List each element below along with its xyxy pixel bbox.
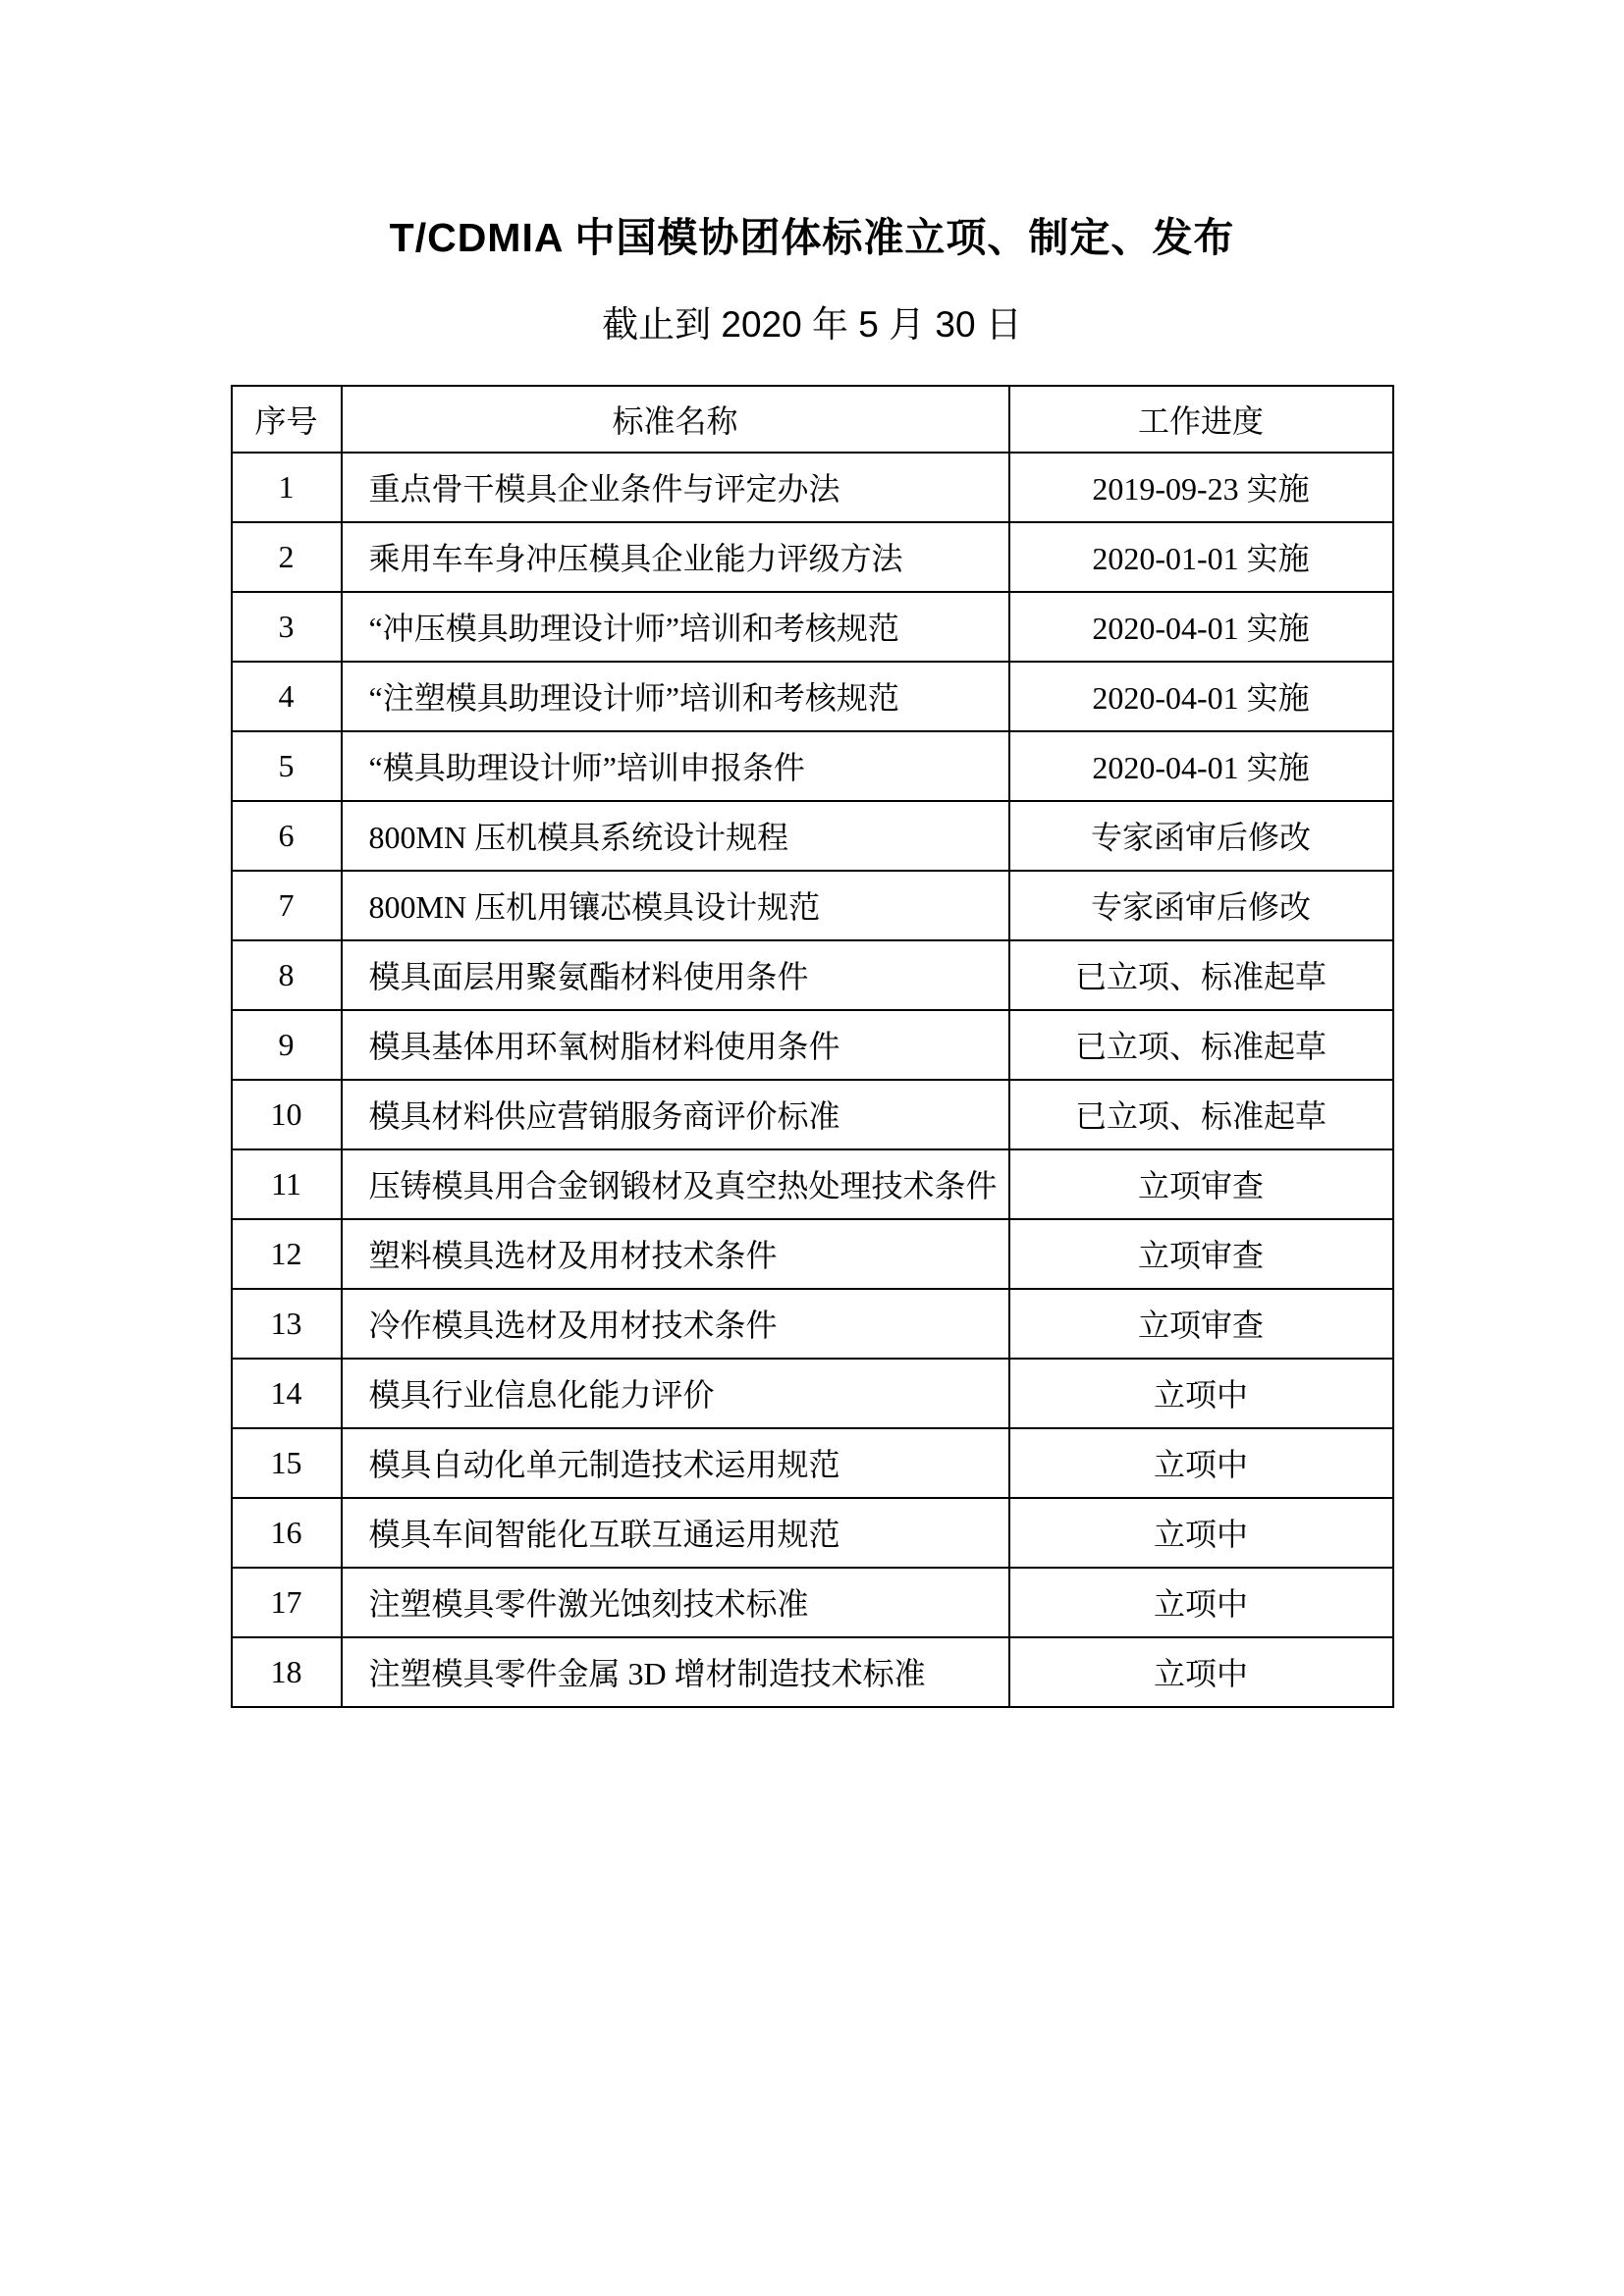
standard-name: 乘用车车身冲压模具企业能力评级方法 (342, 522, 1009, 592)
standard-name: 注塑模具零件激光蚀刻技术标准 (342, 1568, 1009, 1637)
table-row (232, 1568, 1393, 1637)
row-number: 12 (232, 1219, 342, 1289)
standard-name: 塑料模具选材及用材技术条件 (342, 1219, 1009, 1289)
standard-name: 800MN 压机用镶芯模具设计规范 (342, 871, 1009, 940)
row-number: 14 (232, 1359, 342, 1428)
table-row (232, 662, 1393, 731)
row-number: 4 (232, 662, 342, 731)
work-progress: 2020-04-01 实施 (1009, 731, 1393, 801)
standard-name: 模具基体用环氧树脂材料使用条件 (342, 1010, 1009, 1080)
row-number: 11 (232, 1149, 342, 1219)
table-row (232, 1637, 1393, 1707)
row-number: 13 (232, 1289, 342, 1359)
standard-name: 模具自动化单元制造技术运用规范 (342, 1428, 1009, 1498)
row-number: 5 (232, 731, 342, 801)
standard-name: “冲压模具助理设计师”培训和考核规范 (342, 592, 1009, 662)
work-progress: 立项审查 (1009, 1149, 1393, 1219)
table-row (232, 1080, 1393, 1149)
standard-name: 冷作模具选材及用材技术条件 (342, 1289, 1009, 1359)
table-row (232, 1010, 1393, 1080)
table-row (232, 731, 1393, 801)
row-number: 6 (232, 801, 342, 871)
table-row (232, 801, 1393, 871)
row-number: 16 (232, 1498, 342, 1568)
page-title: T/CDMIA 中国模协团体标准立项、制定、发布 (389, 215, 1235, 260)
work-progress: 专家函审后修改 (1009, 871, 1393, 940)
row-number: 7 (232, 871, 342, 940)
row-number: 17 (232, 1568, 342, 1637)
work-progress: 2020-04-01 实施 (1009, 592, 1393, 662)
standard-name: 模具面层用聚氨酯材料使用条件 (342, 940, 1009, 1010)
row-number: 18 (232, 1637, 342, 1707)
work-progress: 立项中 (1009, 1359, 1393, 1428)
work-progress: 2020-04-01 实施 (1009, 662, 1393, 731)
standard-name: 重点骨干模具企业条件与评定办法 (342, 453, 1009, 522)
header-standard-name: 标准名称 (342, 386, 1009, 453)
work-progress: 2019-09-23 实施 (1009, 453, 1393, 522)
header-work-progress: 工作进度 (1009, 386, 1393, 453)
work-progress: 已立项、标准起草 (1009, 1010, 1393, 1080)
row-number: 3 (232, 592, 342, 662)
work-progress: 已立项、标准起草 (1009, 1080, 1393, 1149)
work-progress: 立项审查 (1009, 1289, 1393, 1359)
table-row (232, 1219, 1393, 1289)
table-row (232, 1149, 1393, 1219)
standard-name: 800MN 压机模具系统设计规程 (342, 801, 1009, 871)
work-progress: 立项中 (1009, 1428, 1393, 1498)
table-row (232, 453, 1393, 522)
table-header-row (232, 386, 1393, 453)
row-number: 9 (232, 1010, 342, 1080)
row-number: 10 (232, 1080, 342, 1149)
work-progress: 专家函审后修改 (1009, 801, 1393, 871)
row-number: 8 (232, 940, 342, 1010)
standards-table (231, 385, 1394, 1708)
header-serial-number: 序号 (232, 386, 342, 453)
standard-name: 模具行业信息化能力评价 (342, 1359, 1009, 1428)
standard-name: 模具材料供应营销服务商评价标准 (342, 1080, 1009, 1149)
work-progress: 立项审查 (1009, 1219, 1393, 1289)
row-number: 1 (232, 453, 342, 522)
table-row (232, 1428, 1393, 1498)
standard-name: “注塑模具助理设计师”培训和考核规范 (342, 662, 1009, 731)
work-progress: 立项中 (1009, 1498, 1393, 1568)
work-progress: 已立项、标准起草 (1009, 940, 1393, 1010)
work-progress: 立项中 (1009, 1568, 1393, 1637)
table-row (232, 1289, 1393, 1359)
table-row (232, 940, 1393, 1010)
table-row (232, 592, 1393, 662)
standard-name: 压铸模具用合金钢锻材及真空热处理技术条件 (342, 1149, 1009, 1219)
standard-name: 注塑模具零件金属 3D 增材制造技术标准 (342, 1637, 1009, 1707)
work-progress: 2020-01-01 实施 (1009, 522, 1393, 592)
table-row (232, 871, 1393, 940)
work-progress: 立项中 (1009, 1637, 1393, 1707)
standard-name: 模具车间智能化互联互通运用规范 (342, 1498, 1009, 1568)
row-number: 15 (232, 1428, 342, 1498)
row-number: 2 (232, 522, 342, 592)
table-row (232, 1498, 1393, 1568)
standard-name: “模具助理设计师”培训申报条件 (342, 731, 1009, 801)
table-row (232, 1359, 1393, 1428)
page-subtitle: 截止到 2020 年 5 月 30 日 (602, 304, 1022, 346)
table-row (232, 522, 1393, 592)
